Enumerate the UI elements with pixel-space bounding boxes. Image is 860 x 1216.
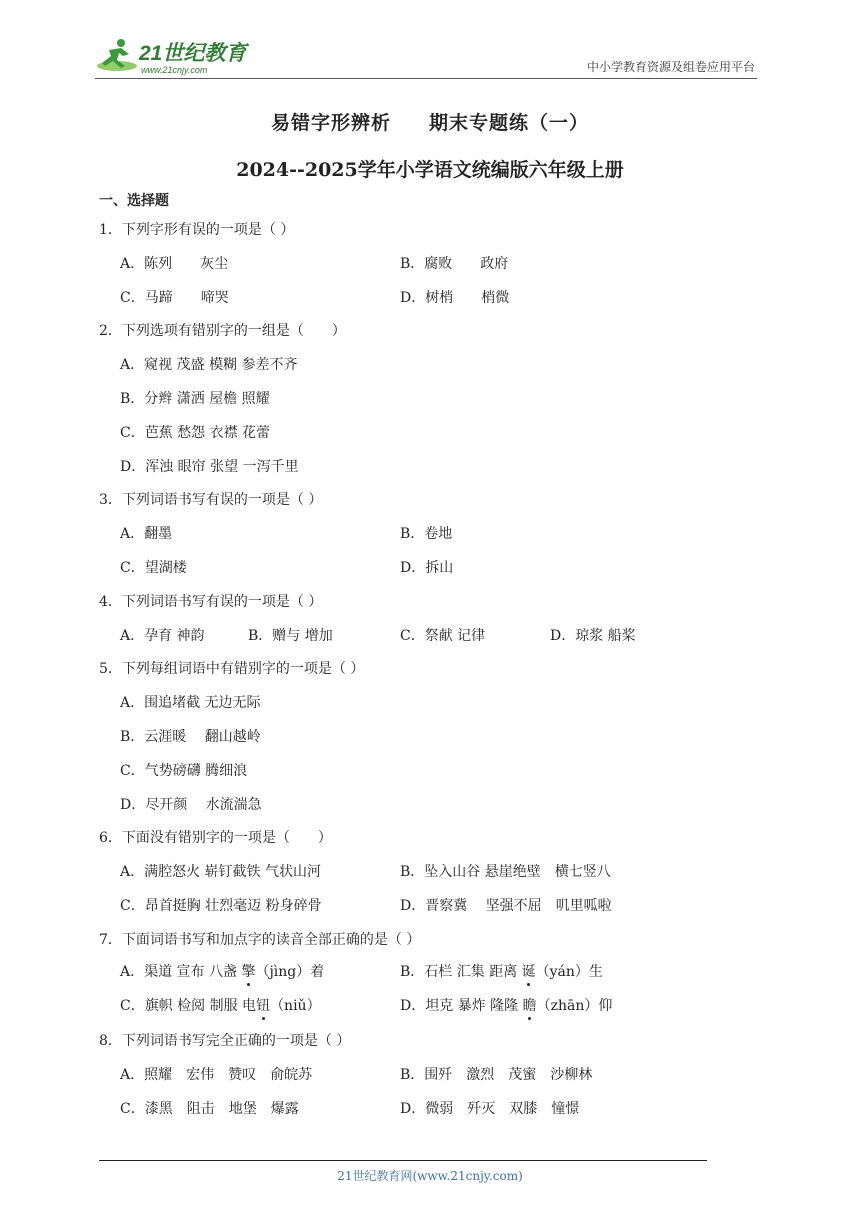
- option-text: （zhān）仰: [536, 998, 613, 1014]
- page-header: [95, 34, 757, 79]
- option-a[interactable]: A．窥视 茂盛 模糊 参差不齐: [120, 357, 298, 373]
- option-c[interactable]: C．祭献 记律: [400, 628, 486, 644]
- option-text: （niǔ）: [270, 998, 321, 1014]
- option-d[interactable]: D．微弱 歼灭 双膝 憧憬: [400, 1101, 580, 1117]
- option-b[interactable]: B．分辫 潇洒 屋檐 照耀: [120, 391, 270, 407]
- footer-link[interactable]: 21世纪教育网(www.21cnjy.com): [337, 1169, 523, 1183]
- question-stem: 2．下列选项有错别字的一组是（ ）: [99, 323, 346, 339]
- option-a[interactable]: A．满腔怒火 崭钉截铁 气状山河: [120, 864, 322, 880]
- option-a[interactable]: A．孕育 神韵: [120, 628, 205, 644]
- footer-divider: [99, 1160, 707, 1161]
- question-stem: 6．下面没有错别字的一项是（ ）: [99, 830, 332, 846]
- title-topic: 易错字形辨析: [270, 112, 391, 134]
- option-b[interactable]: B．卷地: [400, 526, 453, 542]
- runner-logo-icon: [95, 36, 260, 76]
- option-b[interactable]: B．腐败 政府: [400, 256, 509, 272]
- option-c[interactable]: C．芭蕉 愁怨 衣襟 花蕾: [120, 425, 271, 441]
- question-stem: 8．下列词语书写完全正确的一项是（ ）: [99, 1033, 351, 1049]
- option-d[interactable]: D．琼浆 船桨: [550, 628, 636, 644]
- option-text: B．石栏 汇集 距离: [400, 964, 522, 980]
- option-b[interactable]: B．赠与 增加: [248, 628, 333, 644]
- option-a[interactable]: [120, 961, 324, 981]
- question-stem: 4．下列词语书写有误的一项是（ ）: [99, 594, 323, 610]
- question-stem: 3．下列词语书写有误的一项是（ ）: [99, 492, 323, 508]
- option-a[interactable]: A．翻墨: [120, 526, 173, 542]
- option-a[interactable]: A．陈列 灰尘: [120, 256, 229, 272]
- option-c[interactable]: C．望湖楼: [120, 560, 187, 576]
- site-logo: [95, 36, 260, 76]
- option-d[interactable]: D．拆山: [400, 560, 454, 576]
- svg-text:www.21cnjy.com: www.21cnjy.com: [141, 65, 208, 75]
- option-d[interactable]: D．尽开颜 水流湍急: [120, 797, 262, 813]
- section-heading: 一、选择题: [99, 193, 169, 209]
- option-a[interactable]: A．围追堵截 无边无际: [120, 695, 261, 711]
- page-title-line2: 2024--2025学年小学语文统编版六年级上册: [236, 159, 624, 181]
- svg-text:21世纪教育: 21世纪教育: [139, 42, 247, 65]
- option-a[interactable]: A．照耀 宏伟 赞叹 俞皖苏: [120, 1067, 313, 1083]
- header-platform-text: 中小学教育资源及组卷应用平台: [586, 60, 755, 74]
- page-title-line1: [0, 108, 860, 135]
- question-stem: 1．下列字形有误的一项是（ ）: [99, 222, 295, 238]
- option-c[interactable]: C．气势磅礴 腾细浪: [120, 763, 248, 779]
- option-c[interactable]: C．漆黑 阻击 地堡 爆露: [120, 1101, 299, 1117]
- dotted-char: 钮: [256, 995, 270, 1015]
- title-series: 期末专题练（一）: [429, 112, 590, 134]
- option-c[interactable]: [120, 995, 321, 1015]
- option-c[interactable]: C．马蹄 啼哭: [120, 290, 229, 306]
- option-c[interactable]: C．昂首挺胸 壮烈毫迈 粉身碎骨: [120, 898, 322, 914]
- option-b[interactable]: B．围歼 激烈 茂蜜 沙柳林: [400, 1067, 593, 1083]
- dotted-char: 擎: [241, 961, 255, 981]
- option-d[interactable]: D．晋察冀 坚强不屈 叽里呱啦: [400, 898, 612, 914]
- option-b[interactable]: B．坠入山谷 悬崖绝壁 横七竖八: [400, 864, 611, 880]
- dotted-char: 诞: [522, 961, 536, 981]
- option-text: C．旗帜 检阅 制服 电: [120, 998, 257, 1014]
- option-text: D．坦克 暴炸 隆隆: [400, 998, 523, 1014]
- question-stem: 5．下列每组词语中有错别字的一项是（ ）: [99, 661, 365, 677]
- option-d[interactable]: D．浑浊 眼帘 张望 一泻千里: [120, 459, 299, 475]
- option-d[interactable]: D．树梢 梢微: [400, 290, 510, 306]
- option-d[interactable]: [400, 995, 612, 1015]
- option-text: （yán）生: [535, 964, 603, 980]
- option-b[interactable]: [400, 961, 603, 981]
- option-text: A．渠道 宣布 八盏: [120, 964, 242, 980]
- option-text: （jìng）着: [255, 964, 325, 980]
- dotted-char: 瞻: [523, 995, 537, 1015]
- option-b[interactable]: B．云涯暖 翻山越岭: [120, 729, 261, 745]
- question-stem: 7．下面词语书写和加点字的读音全部正确的是（ ）: [99, 932, 421, 948]
